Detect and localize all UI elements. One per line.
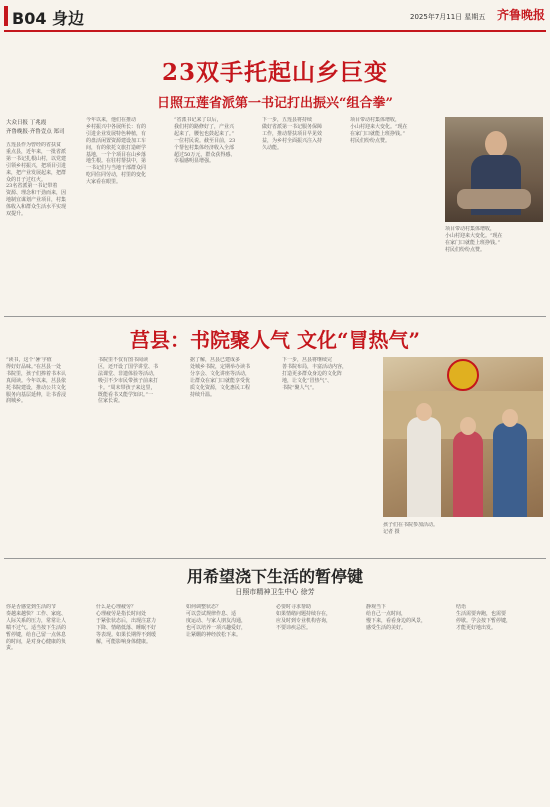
text-line: 的时间，是对身心健康的负 xyxy=(6,638,67,645)
text-line: 吃同住同劳动，村里的变化 xyxy=(86,172,147,179)
story2-photo-caption xyxy=(383,522,543,554)
text-line: 卡。“周末带孩子来这里， xyxy=(98,384,156,391)
text-line: 做好省派第一书记服务保障 xyxy=(262,123,323,130)
text-line: 今年以来，他们在推动 xyxy=(86,117,137,123)
section-divider-1 xyxy=(4,316,546,317)
text-line: 我们村的路修好了，产业兴 xyxy=(174,123,235,130)
text-line: 静观当下 xyxy=(366,604,387,610)
text-line: 什么是心理疲劳？ xyxy=(96,604,137,610)
page-header xyxy=(0,0,550,32)
text-line: 应及时到专业机构咨询， xyxy=(276,617,332,624)
text-line: 第一书记扎根山村，以党建 xyxy=(6,155,67,162)
story1-photo xyxy=(445,117,543,222)
text-line: 地生根。在驻村帮扶中，第 xyxy=(86,158,147,165)
story1-byline-2: 齐鲁晚报·齐鲁壹点 郑司 xyxy=(6,129,65,135)
text-line: 益，为乡村全面振兴注入持 xyxy=(262,137,323,144)
text-line: 给自己一点时间， xyxy=(366,610,407,617)
section-divider-2 xyxy=(4,558,546,559)
text-line: 区，还开设了国学讲堂、书 xyxy=(98,363,159,370)
text-line: 在家门口就能上班挣钱。” xyxy=(350,130,406,137)
text-line: 分享会、文化讲座等活动， xyxy=(190,370,251,377)
text-line: 乡村振兴中各展所长：有的 xyxy=(86,123,147,130)
text-line: 工作，推动帮扶项目早见效 xyxy=(262,130,323,137)
text-line: 让紧绷的神经放松下来。 xyxy=(186,631,242,638)
story3-headline: 用希望浇下生活的暂停键 xyxy=(186,567,363,586)
text-line: 你是否感觉到生活的节 xyxy=(6,604,57,610)
text-line: 大家看在眼里。 xyxy=(86,179,122,186)
text-line: 才能更好地出发。 xyxy=(456,624,497,631)
text-line: 打造更多群众身边的文化阵 xyxy=(282,370,343,377)
story2-column-3 xyxy=(190,357,278,553)
text-line: 人际关系的压力，常常让人 xyxy=(6,617,67,624)
text-line: 必要时寻求帮助 xyxy=(276,604,312,610)
text-line: 超过50万元，群众获得感、 xyxy=(174,151,236,158)
emblem-icon xyxy=(447,359,479,391)
story1-column-5 xyxy=(350,117,438,308)
text-line: 等表现。如果长期得不到缓 xyxy=(96,631,157,638)
text-line: 书院里不仅有图书阅读 xyxy=(98,357,149,363)
text-line: 质文化资源，文化惠民工程 xyxy=(190,384,251,391)
text-line: 吸引不少市民带孩子前来打 xyxy=(98,377,159,384)
text-line: 生活需要奔跑，也需要 xyxy=(456,610,507,617)
text-line: 奏越来越快？工作、家庭、 xyxy=(6,610,67,617)
text-line: 项目带动村集体增收， xyxy=(445,226,496,232)
text-line: 双提升。 xyxy=(6,211,27,218)
text-line: 众的日子过红火。 xyxy=(6,176,47,183)
text-line: 也可以培养一项兴趣爱好， xyxy=(186,624,247,631)
text-line: 来，把产业发展起来，把群 xyxy=(6,169,67,176)
story1-column-2 xyxy=(86,117,170,308)
text-line: 下一步，莒县将继续完 xyxy=(282,357,333,363)
story2-column-2 xyxy=(98,357,186,553)
text-line: 既能看书又能学知识。”一 xyxy=(98,391,154,398)
text-line: 位家长说。 xyxy=(98,398,124,405)
story1-byline-1: 大众日报 丁兆霞 xyxy=(6,120,47,126)
text-line: 责。 xyxy=(6,645,17,652)
story1-column-3 xyxy=(174,117,258,308)
text-line: 幸福感明显增强。 xyxy=(174,158,215,165)
text-line: 解，可能影响身体健康。 xyxy=(96,638,152,645)
text-line: 感受生活的美好。 xyxy=(366,624,407,631)
text-line: 持续升温。 xyxy=(190,391,216,398)
story1-column-4 xyxy=(262,117,346,308)
text-line: 久动能。 xyxy=(262,144,283,151)
text-line: 资源、理念和干劲而来，因 xyxy=(6,190,67,197)
text-line: 小山村迎来大变化。“现在 xyxy=(445,232,503,239)
text-line: 的盘活闲置资源建设加工车 xyxy=(86,137,147,144)
text-line: 法课堂、非遗体验等活动， xyxy=(98,370,159,377)
text-line: 让群众在家门口就能享受优 xyxy=(190,377,251,384)
text-line: 结语 xyxy=(456,604,467,610)
text-line: 引进企业发展特色种植，有 xyxy=(86,130,147,137)
text-line: 真阅读。今年以来，莒县依 xyxy=(6,377,67,384)
text-line: 得好好品味。”在莒县一处 xyxy=(6,363,62,370)
text-line: 书院“聚人气”。 xyxy=(282,384,318,391)
issue-date: 2025年7月11日 星期五 xyxy=(410,13,486,21)
text-line: “省派书记来了以后， xyxy=(174,117,222,123)
text-line: 于紧张状态后，出现注意力 xyxy=(96,617,157,624)
text-line: 度运动、与家人朋友沟通， xyxy=(186,617,247,624)
text-line: 体收入和群众生活水平实现 xyxy=(6,204,67,211)
text-line: 间，有的依托文旅打造研学 xyxy=(86,144,147,151)
text-line: 停歇。学会按下暂停键， xyxy=(456,617,512,624)
text-line: 地，让文化“冒热气”、 xyxy=(282,377,333,384)
text-line: 心理疲劳是指长时间处 xyxy=(96,610,147,617)
text-line: “读书，这个‘暑’字值 xyxy=(6,357,52,363)
story3-column-6 xyxy=(456,604,544,800)
text-line: 地制宜谋划产业项目，村集 xyxy=(6,197,67,204)
text-line: 起来了，腰包也鼓起来了。” xyxy=(174,130,235,137)
text-line: 可以尝试规律作息、适 xyxy=(186,610,237,617)
text-line: 善书院布局，丰富活动内容， xyxy=(282,363,348,370)
text-line: 服务向基层延伸，让书香浸 xyxy=(6,391,67,398)
text-line: 引领乡村振兴，把项目引进 xyxy=(6,162,67,169)
text-line: 个帮包村集体经济收入全部 xyxy=(174,144,235,151)
header-rule xyxy=(4,30,546,32)
text-line: 润城乡。 xyxy=(6,398,27,405)
text-line: 托书院建设，推动公共文化 xyxy=(6,384,67,391)
story3-column-3 xyxy=(186,604,270,800)
section-title: B04 身边 xyxy=(12,9,85,28)
text-line: 重点县，近年来，一批省派 xyxy=(6,148,67,155)
story3-byline: 日照市精神卫生中心 徐芳 xyxy=(235,588,315,596)
newspaper-logo: 齐鲁晚报 xyxy=(497,8,546,22)
story3-column-1 xyxy=(6,604,90,800)
story2-column-4 xyxy=(282,357,378,553)
text-line: 暂停键，给自己留一点休息 xyxy=(6,631,67,638)
story2-headline: 莒县：书院聚人气 文化“冒热气” xyxy=(130,328,420,352)
text-line: 23名省派第一书记带着 xyxy=(6,183,58,190)
section-marker xyxy=(4,6,8,26)
text-line: 项目带动村集体增收， xyxy=(350,117,401,123)
text-line: 书院里，孩子们捧着书本认 xyxy=(6,370,67,377)
story1-column-6 xyxy=(445,226,543,308)
text-line: 下一步，五莲县将持续 xyxy=(262,117,313,123)
story1-column-1 xyxy=(6,142,82,308)
text-line: 基地，一个个项目在山乡落 xyxy=(86,151,147,158)
story3-column-2 xyxy=(96,604,180,800)
text-line: 一书记们与当地干部群众同 xyxy=(86,165,147,172)
story1-subheadline: 日照五莲省派第一书记打出振兴“组合拳” xyxy=(157,96,393,111)
text-line: 五莲县作为曾经的省扶贫 xyxy=(6,142,62,148)
text-line: 孩子们在书院参加活动。 xyxy=(383,522,439,528)
text-line: 村民们纷纷点赞。 xyxy=(350,137,391,144)
story3-column-4 xyxy=(276,604,360,800)
story2-photo xyxy=(383,357,543,517)
text-line: 村民们纷纷点赞。 xyxy=(445,246,486,253)
text-line: 下降、情绪低落、睡眠不好 xyxy=(96,624,157,631)
text-line: 处城乡书院，定期举办读书 xyxy=(190,363,251,370)
text-line: 慢下来，看看身边的风景， xyxy=(366,617,427,624)
text-line: 如何调整状态？ xyxy=(186,604,222,610)
text-line: 据了解，莒县已建成多 xyxy=(190,357,241,363)
text-line: 在家门口就能上班挣钱。” xyxy=(445,239,501,246)
text-line: 记者 摄 xyxy=(383,528,400,535)
text-line: 喘不过气。适当按下生活的 xyxy=(6,624,67,631)
text-line: 一位村民说。截至目前，23 xyxy=(174,137,236,144)
story3-column-5 xyxy=(366,604,450,800)
story2-column-1 xyxy=(6,357,94,553)
text-line: 小山村迎来大变化。“现在 xyxy=(350,123,408,130)
text-line: 不要讳疾忌医。 xyxy=(276,624,312,631)
story1-headline: 23双手托起山乡巨变 xyxy=(161,59,388,86)
text-line: 如果情绪问题持续存在， xyxy=(276,610,332,617)
